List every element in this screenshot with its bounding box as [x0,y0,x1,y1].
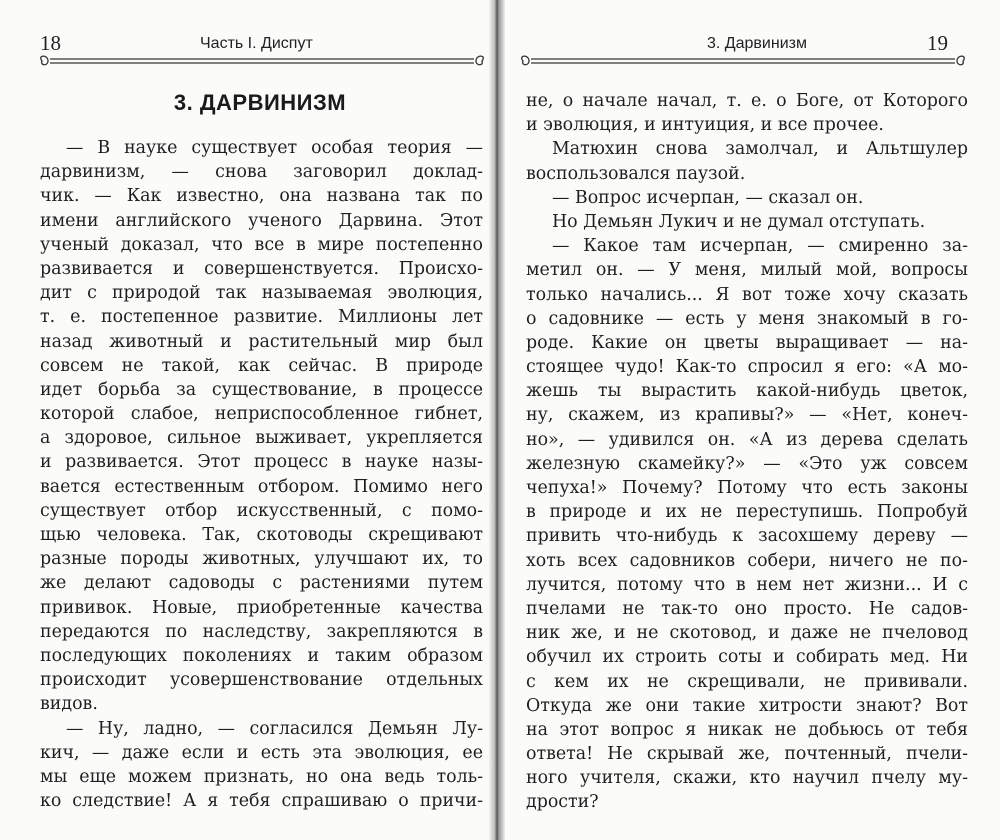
text-line: происходит усовершенствование отдельных [40,670,483,691]
text-line: — Вопрос исчерпан, — сказал он. [552,187,864,208]
ornamental-rule-right [515,52,971,70]
right-body-text [526,89,968,815]
text-line: имени английского ученого Дарвина. Этот [40,210,483,231]
text-line: и эволюция, и интуиция, и все прочее. [526,115,884,136]
text-line: передаются по наследству, закрепляются в [40,621,483,642]
text-line: которой слабое, неприспособленное гибнет, [40,404,483,425]
running-head-right: 3. Дарвинизм [707,35,807,52]
text-line: привить что-нибудь к засохшему дереву — [526,526,968,547]
ornamental-rule-left [34,52,490,70]
chapter-title: 3. ДАРВИНИЗМ [173,90,347,115]
text-line: жешь ты вырастить какой-нибудь цветок, [526,381,968,402]
text-line: назад животный и растительный мир был [40,331,483,352]
text-line: в природе и их не переступишь. Попробуй [526,502,968,523]
text-line: не, о начале начал, т. е. о Боге, от Которого [526,91,968,111]
text-line: пчелами не так-то оно просто. Не садов- [526,598,968,619]
text-line: — В науке существует особая теория — [66,138,483,158]
text-line: мы еще можем признать, но она ведь толь- [40,766,483,787]
text-line: кич, — даже если и есть эта эволюция, ее [40,742,483,763]
text-line: чик. — Как известно, она названа так по [40,186,483,207]
text-line: дит с природой так называемая эволюция, [40,283,483,304]
text-line: дрости? [526,792,599,813]
text-line: хоть всех садовников собери, ничего не по- [526,550,968,571]
text-line: развивается и совершенствуется. Происхо- [40,258,483,279]
text-line: стоящее чудо! Как-то спросил я его: «А мо- [526,357,968,378]
page-number-right: 19 [927,31,948,55]
text-line: о садовнике — есть у меня знакомый в го- [526,308,968,329]
left-page [0,0,497,840]
text-line: ответа! Не скрывай же, почтенный, пчели- [526,744,968,765]
text-line: обучил их строить соты и собирать мед. Ни [526,647,968,668]
text-line: ного учителя, скажи, кто научил пчелу му- [526,768,968,789]
text-line: метил он. — У меня, милый мой, вопросы [526,260,968,281]
text-line: последующих поколениях и таким образом [40,645,483,666]
text-line: лучится, потому что в нем нет жизни... И с [526,574,968,595]
text-line: воспользовался паузой. [526,163,746,184]
text-line: прививок. Новые, приобретенные качества [40,597,483,618]
text-line: ник же, и не скотовод, и даже не пчеловод [526,623,968,644]
text-line: ко следствие! А я тебя спрашиваю о причи- [40,791,483,812]
text-line: т. е. постепенное развитие. Миллионы лет [40,307,483,328]
text-line: чепуха!» Почему? Потому что есть законы [526,478,968,498]
text-line: — Какое там исчерпан, — смиренно за- [552,236,968,257]
text-line: идет борьба за существование, в процессе [40,379,483,400]
text-line: а здоровое, сильное выживает, укрепляется [40,428,483,449]
text-line: — Ну, ладно, — согласился Демьян Лу- [66,718,483,739]
text-line: ну, скажем, из крапивы?» — «Нет, конеч- [526,405,968,426]
text-line: Матюхин снова замолчал, и Альтшулер [552,139,968,160]
running-head-left: Часть I. Диспут [200,35,313,52]
left-body-text [40,136,483,813]
text-line: ученый доказал, что все в мире постепенно [40,234,483,255]
text-line: но», — удивился он. «А из дерева сделать [526,429,968,450]
text-line: только начались... Я вот тоже хочу сказать [526,284,968,305]
text-line: на этот вопрос я никак не добьюсь от тебя [526,719,968,740]
text-line: железную скамейку?» — «Это уж совсем [526,453,968,474]
text-line: совсем не такой, как сейчас. В природе [40,355,483,376]
text-line: видов. [40,694,98,715]
text-line: вается естественным отбором. Помимо него [40,476,483,497]
text-line: дарвинизм, — снова заговорил доклад- [40,162,483,183]
page-number-left: 18 [40,31,61,55]
text-line: щью человека. Так, скотоводы скрещивают [40,525,483,545]
text-line: Но Демьян Лукич и не думал отступать. [552,211,926,232]
text-line: Откуда же они такие хитрости знают? Вот [526,695,968,716]
text-line: с кем их не скрещивали, не прививали. [526,671,968,692]
text-line: роде. Какие он цветы выращивает — на- [526,332,968,353]
text-line: же делают садоводы с растениями путем [40,573,483,594]
text-line: разные породы животных, улучшают их, то [40,549,483,570]
right-page [497,0,1000,840]
text-line: и развивается. Этот процесс в науке назы- [40,452,483,473]
text-line: существует отбор искусственный, с помо- [40,500,483,521]
